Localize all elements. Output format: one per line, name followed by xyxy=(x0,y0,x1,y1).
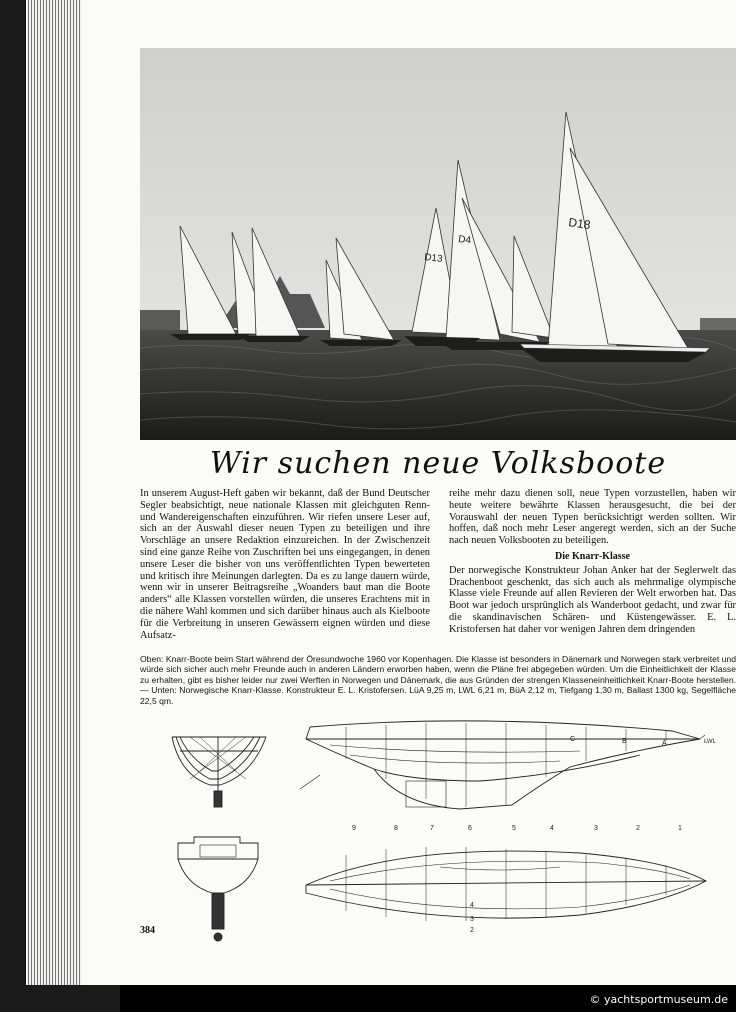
station-number: 8 xyxy=(394,825,398,832)
page-edges xyxy=(26,0,86,985)
plan-number-2: 2 xyxy=(470,927,474,934)
article-right-column xyxy=(449,488,736,636)
station-number: 2 xyxy=(636,825,640,832)
profile-letter-b: B xyxy=(622,738,627,745)
left-column-text: In unserem August-Heft gaben wir bekannt, daß der Bund Deutscher Segler beabsichtigt, neue nationale Klassen mit gleichguten Renn- und Wandereigenschaften einzuführen. Wir riefen unsere Leser auf, sich an der Auswahl dieser neuen Typen zu beteiligen und ihre Vorschläge an unsere Redaktion einzureichen. In der Zwischenzeit sind eine ganze Reihe von Zuschriften bei uns eingegangen, in denen unsere Leser die bisher von uns veröffentlichten Typen bewerteten und kritisch ihre Meinungen darlegten. Da es zu lange dauern würde, wenn wir in unserer Beitragsreihe „Woanders baut man die Boote anders“ alle Klassen vorstellen würden, die unseres Erachtens mit in die nähere Wahl kommen und sich darüber hinaus auch als Kielboote für die Verbreitung in unseren Gewässern eignen würden und diese Aufsatz- xyxy=(140,488,430,641)
knarr-line-drawings xyxy=(140,715,736,945)
profile-drawing xyxy=(300,721,705,809)
right-column-intro: reihe mehr dazu dienen soll, neue Typen vorzustellen, haben wir heute weitere bewährte Klassen herausgesucht, die bei der Vorauswahl der neuen Typen berücksichtigt werden sollten. Wir hoffen, daß noch mehr Leser angeregt werden, sich an der Suche nach neuen Volksbooten zu beteiligen. xyxy=(449,488,736,547)
page-number: 384 xyxy=(140,925,155,936)
plan-number-4: 4 xyxy=(470,902,474,909)
station-number: 1 xyxy=(678,825,682,832)
station-number: 6 xyxy=(468,825,472,832)
station-number: 3 xyxy=(594,825,598,832)
sail-number-d18: D18 xyxy=(567,215,592,233)
keel-section-drawing xyxy=(178,837,258,941)
regatta-photo xyxy=(140,48,736,440)
plan-view-drawing xyxy=(306,847,706,921)
article-title: Wir suchen neue Volksboote xyxy=(209,446,667,481)
station-number: 5 xyxy=(512,825,516,832)
profile-letter-a: A xyxy=(662,740,667,747)
station-number: 9 xyxy=(352,825,356,832)
station-number: 7 xyxy=(430,825,434,832)
magazine-page xyxy=(82,0,736,985)
right-column-body: Der norwegische Konstrukteur Johan Anker hat der Seglerwelt das Drachenboot geschenkt, das sich auch als mehrmalige olympische Klasse viele Freunde auf allen Revieren der Welt erworben hat. Das Boot war jedoch ursprünglich als Wanderboot gedacht, und zwar für die skandinavischen Schären- und Küstengewässer. E. L. Kristofersen hat daher vor wenigen Jahren dem dringenden xyxy=(449,564,736,635)
station-number: 4 xyxy=(550,825,554,832)
sail-number-d13: D13 xyxy=(423,252,444,265)
sail-number-d4: D4 xyxy=(457,234,472,247)
plan-number-3: 3 xyxy=(470,916,474,923)
lwl-label: LWL xyxy=(704,739,716,745)
figure-caption: Oben: Knarr-Boote beim Start während der Öresundwoche 1960 vor Kopenhagen. Die Klasse ist besonders in Dänemark und Norwegen stark verbreitet und würde sich sicher auch mehr Freunde auch in anderen Ländern erworben haben, wenn die Pläne frei abgegeben würden. Um die Einheitlichkeit der Klasse zu erhalten, gibt es bisher leider nur zwei Werften in Norwegen und Dänemark, die aus Gründen der strengen Klasseneinheitlichkeit Knarr-Boote herstellen. — Unten: Norwegische Knarr-Klasse. Konstrukteur E. L. Kristofersen. LüA 9,25 m, LWL 6,21 m, BüA 2,12 m, Tiefgang 1,30 m, Ballast 1300 kg, Segelfläche 22,5 qm. xyxy=(140,654,736,706)
knarr-subheading: Die Knarr-Klasse xyxy=(555,550,630,562)
station-number-row xyxy=(352,825,682,832)
profile-letter-c: C xyxy=(570,736,576,743)
body-plan-drawing xyxy=(172,737,266,807)
article-left-column xyxy=(140,488,430,641)
watermark-credit: © yachtsportmuseum.de xyxy=(589,993,728,1006)
